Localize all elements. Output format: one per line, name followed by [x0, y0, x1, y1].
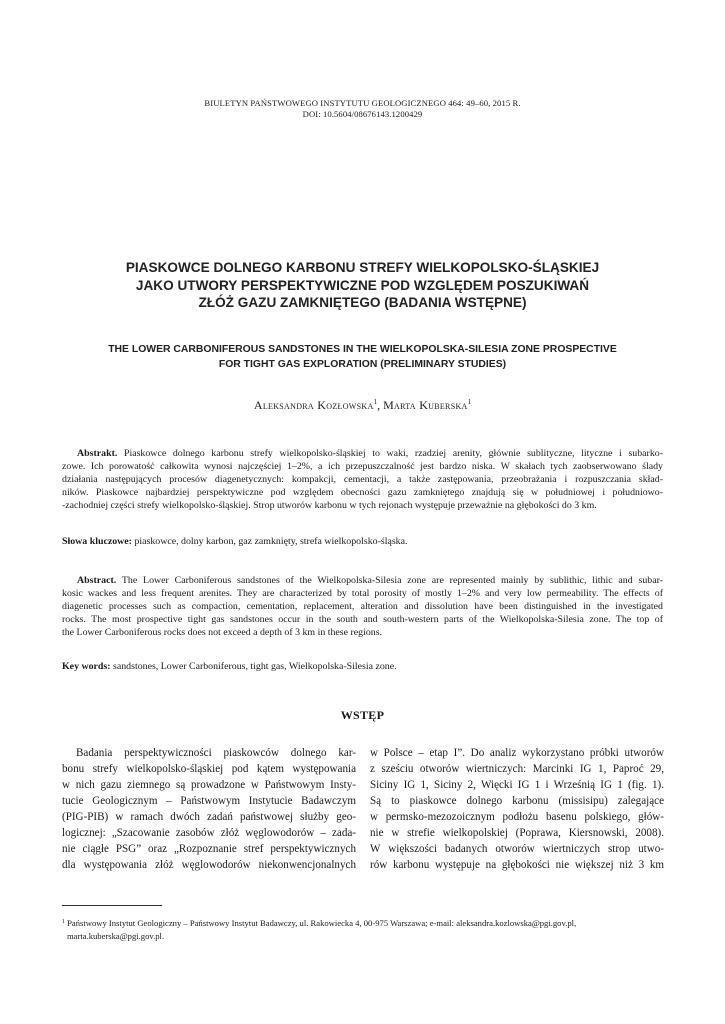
abstract-line: kosic wackes and less frequent arenites. They are characterized by total porosity of mostly 1–2% and very low permeability. The effects of [62, 588, 663, 599]
body-line: Badania perspektywiczności piaskowców dolnego kar- [76, 747, 356, 759]
footnote-line: marta.kuberska@pgi.gov.pl. [67, 931, 165, 941]
body-line: w permsko-mezozoicznym podłożu basenu polskiego, głów- [370, 811, 664, 823]
body-column-left [62, 745, 356, 873]
body-line: W większości badanych otworów wiertniczych strop utwo- [370, 843, 664, 855]
keywords-label: Key words: [62, 661, 111, 672]
keywords-text: sandstones, Lower Carboniferous, tight gas, Wielkopolska-Silesia zone. [110, 661, 397, 672]
footnote [62, 916, 663, 943]
title-polish [60, 259, 665, 312]
keywords-label: Słowa kluczowe: [62, 536, 132, 547]
abstract-line [62, 574, 663, 587]
author-name: Aleksandra Kozłowska [253, 398, 374, 412]
footnote-divider [62, 905, 162, 906]
affiliation-mark: 1 [467, 398, 472, 406]
body-line: Siciny IG 1, Siciny 2, Więcki IG 1 i Wrześnią IG 1 (fig. 1). [370, 779, 664, 791]
keywords-text: piaskowce, dolny karbon, gaz zamknięty, strefa wielkopolsko-śląska. [131, 536, 408, 547]
abstract-text: The Lower Carboniferous sandstones of the Wielkopolska-Silesia zone are represented mainly by sublithic, lithic and subar- [116, 575, 663, 586]
abstract-english [62, 574, 663, 639]
abstract-line: diagenetic processes such as compaction, cementation, replacement, alteration and dissolution have been distinguished in the investigated [62, 601, 663, 612]
authors [0, 394, 725, 413]
affiliation-mark: 1 [373, 398, 378, 406]
abstract-label: Abstract. [77, 575, 117, 586]
abstract-polish [62, 447, 663, 512]
keywords-polish [62, 535, 407, 548]
title-polish-line: ZŁÓŻ GAZU ZAMKNIĘTEGO (BADANIA WSTĘPNE) [198, 295, 527, 310]
body-line: nie ciągłe PSG” oraz „Rozpoznanie stref perspektywicznych [62, 843, 356, 855]
keywords-english [62, 660, 397, 673]
body-line: z sześciu otworów wiertniczych: Marcinki IG 1, Paproć 29, [370, 763, 664, 775]
abstract-line: ników. Piaskowce najbardziej perspektywiczne pod względem obecności gazu zamkniętego znajdują się w południowej i południowo- [62, 487, 663, 498]
section-heading: WSTĘP [340, 708, 385, 722]
footnote-text: Państwowy Instytut Geologiczny – Państwowy Instytut Badawczy, ul. Rakowiecka 4, 00-975 Warszawa; e-mail: aleksandra.kozlowska@pgi.gov.pl, [65, 918, 577, 928]
abstract-line: the Lower Carboniferous rocks does not exceed a depth of 3 km in these regions. [62, 627, 383, 638]
title-english [50, 342, 675, 372]
body-line: nie w strefie wielkopolskiej (Poprawa, Kiersnowski, 2008). [370, 827, 664, 839]
footnote-mark: 1 [62, 919, 65, 925]
author-separator: , [377, 398, 384, 412]
body-line: w Polsce – etap I”. Do analiz wykorzystano próbki utworów [370, 747, 664, 759]
body-line: w nich gazu ziemnego są prowadzone w Państwowym Insty- [62, 779, 356, 791]
abstract-line: działania następujących procesów diagenetycznych: kompakcji, cementacji, a także zastępowania, przeobrażania i rozpuszczania skład- [62, 474, 663, 485]
footnote-line [62, 916, 663, 930]
body-line: dla występowania złóż węglowodorów niekonwencjonalnych [62, 859, 356, 871]
abstract-text: Piaskowce dolnego karbonu strefy wielkopolsko-śląskiej to waki, rzadziej arenity, głównie sublityczne, lityczne i subarko- [117, 448, 663, 459]
body-line: logicznej: „Szacowanie zasobów złóż węglowodorów – zada- [62, 827, 356, 839]
doi: DOI: 10.5604/08676143.1200429 [302, 109, 423, 119]
author-name: Marta Kuberska [383, 398, 468, 412]
body-line: rów karbonu występuje na głębokości nie większej niż 3 km [370, 859, 664, 871]
abstract-line: zowe. Ich porowatość całkowita wynosi najczęściej 1–2%, a ich przepuszczalność jest bardzo niska. W skałach tych zaobserwowano ślady [62, 461, 663, 472]
abstract-label: Abstrakt. [77, 448, 118, 459]
title-polish-line: PIASKOWCE DOLNEGO KARBONU STREFY WIELKOPOLSKO-ŚLĄSKIEJ [125, 260, 600, 275]
body-line: bonu strefy wielkopolsko-śląskiej pod kątem występowania [62, 763, 356, 775]
abstract-line: -zachodniej części strefy wielkopolsko-śląskiej. Strop utworów karbonu w tych rejonach występuje przeważnie na głębokości do 3 km. [62, 500, 597, 511]
body-line: Są to piaskowce dolnego karbonu (missisipu) zalegające [370, 795, 664, 807]
title-english-line: FOR TIGHT GAS EXPLORATION (PRELIMINARY STUDIES) [218, 359, 507, 370]
body-line: (PIG-PIB) w ramach dwóch zadań państwowej służby geo- [62, 811, 356, 823]
journal-citation: BIULETYN PAŃSTWOWEGO INSTYTUTU GEOLOGICZNEGO 464: 49–60, 2015 R. [204, 98, 521, 108]
body-line: tucie Geologicznym – Państwowym Instytucie Badawczym [62, 795, 356, 807]
abstract-line [62, 447, 663, 460]
body-column-right [370, 745, 664, 873]
title-english-line: THE LOWER CARBONIFEROUS SANDSTONES IN THE WIELKOPOLSKA-SILESIA ZONE PROSPECTIVE [108, 344, 617, 355]
title-polish-line: JAKO UTWORY PERSPEKTYWICZNE POD WZGLĘDEM POSZUKIWAŃ [135, 277, 590, 293]
abstract-line: rocks. The most prospective tight gas sandstones occur in the south and south-western parts of the Wielkopolska-Silesia zone. The top of [62, 614, 663, 625]
